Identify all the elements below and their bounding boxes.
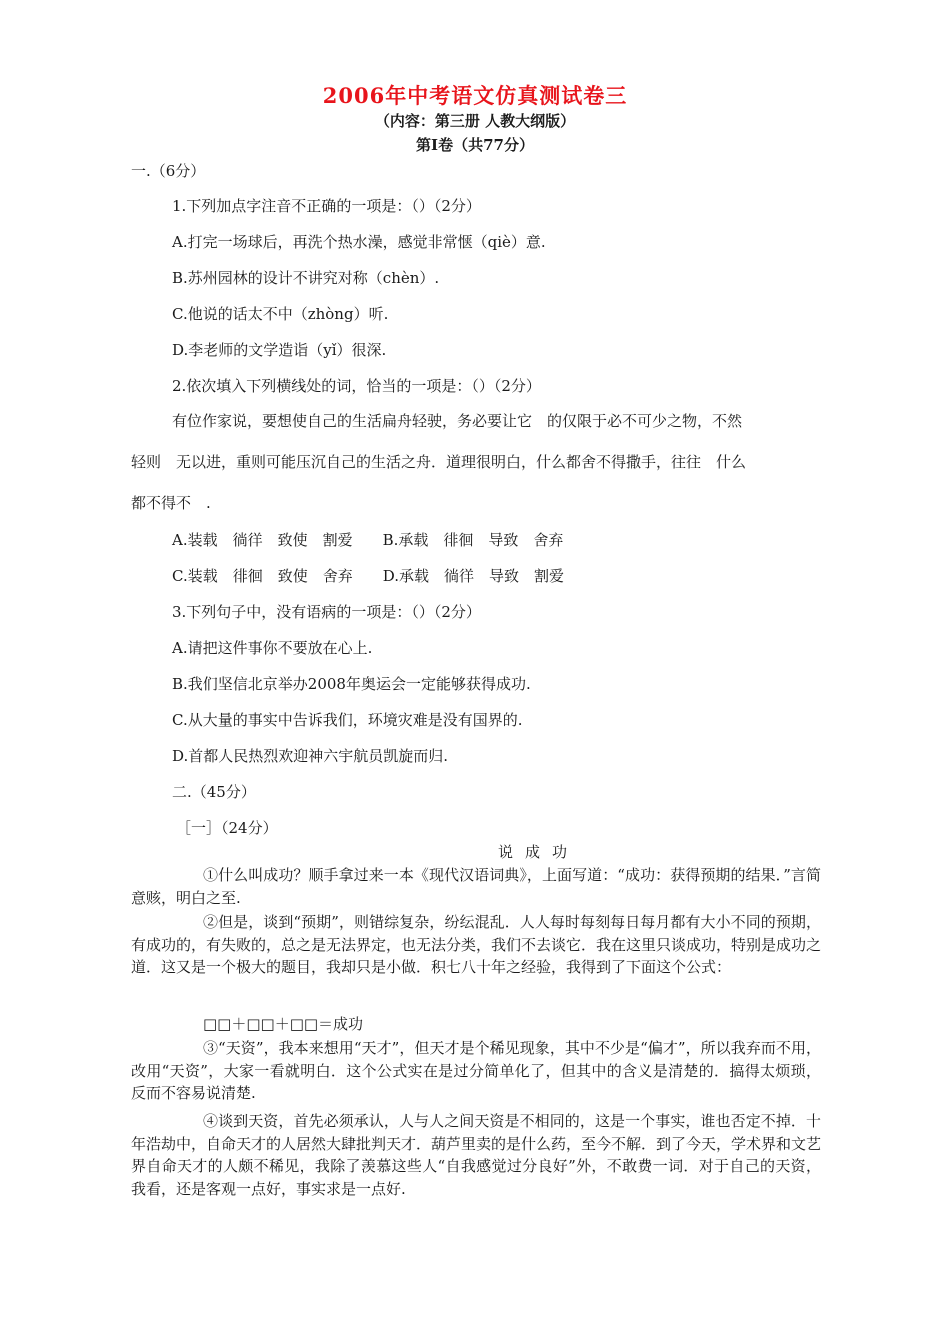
page-subtitle: （内容：第三册 人教大纲版） xyxy=(374,112,576,130)
question-1-option-d: D.李老师的文学造诣（yǐ）很深. xyxy=(172,341,387,359)
question-3-option-d: D.首都人民热烈欢迎神六宇航员凯旋而归. xyxy=(172,747,449,765)
question-2-stem: 2.依次填入下列横线处的词，恰当的一项是：（）（2分） xyxy=(172,377,541,395)
article-title: 说成功 xyxy=(498,843,580,861)
question-2-options-row-2: C.装载 徘徊 致使 舍弃 D.承载 徜徉 导致 割爱 xyxy=(172,567,564,585)
question-3-option-b: B.我们坚信北京举办2008年奥运会一定能够获得成功. xyxy=(172,675,531,693)
volume-heading: 第Ⅰ卷（共77分） xyxy=(416,136,534,154)
question-2-passage-line-1: 有位作家说，要想使自己的生活扁舟轻驶，务必要让它 的仅限于必不可少之物，不然 xyxy=(172,412,743,430)
question-1-option-c: C.他说的话太不中（zhòng）听. xyxy=(172,305,389,323)
question-1-option-b: B.苏州园林的设计不讲究对称（chèn）. xyxy=(172,269,440,287)
question-2-passage-line-2: 轻则 无以进，重则可能压沉自己的生活之舟．道理很明白，什么都舍不得撒手，往往 什么 xyxy=(131,453,747,471)
question-3-stem: 3.下列句子中，没有语病的一项是：（）（2分） xyxy=(172,603,481,621)
section-two-heading: 二.（45分） xyxy=(172,783,256,801)
question-2-passage-line-3: 都不得不 . xyxy=(131,494,211,512)
success-formula: □□＋□□＋□□＝成功 xyxy=(203,1015,364,1033)
article-paragraph-4: ④谈到天资，首先必须承认，人与人之间天资是不相同的，这是一个事实，谁也否定不掉．十年浩劫中，自命天才的人居然大肆批判天才．葫芦里卖的是什么药，至今不解．到了今天，学术界和文艺界自命天才的人颇不稀见，我除了羡慕这些人“自我感觉过分良好”外，不敢费一词．对于自己的天资，我看，还是客观一点好，事实求是一点好. xyxy=(131,1112,822,1198)
article-paragraph-2: ②但是，谈到“预期”，则错综复杂，纷纭混乱．人人每时每刻每日每月都有大小不同的预期，有成功的，有失败的，总之是无法界定，也无法分类，我们不去谈它．我在这里只谈成功，特别是成功之道．这又是一个极大的题目，我却只是小做．积七八十年之经验，我得到了下面这个公式： xyxy=(131,913,822,976)
question-3-option-c: C.从大量的事实中告诉我们，环境灾难是没有国界的. xyxy=(172,711,523,729)
page-title: 2006年中考语文仿真测试卷三 xyxy=(322,83,628,108)
question-1-option-a: A.打完一场球后，再洗个热水澡，感觉非常惬（qiè）意. xyxy=(172,233,546,251)
article-paragraph-3: ③“天资”，我本来想用“天才”，但天才是个稀见现象，其中不少是“偏才”，所以我弃而不用，改用“天资”，大家一看就明白．这个公式实在是过分简单化了，但其中的含义是清楚的．搞得太烦琐，反而不容易说清楚. xyxy=(131,1039,821,1102)
section-one-heading: 一.（6分） xyxy=(131,162,206,180)
article-paragraph-1: ①什么叫成功？顺手拿过来一本《现代汉语词典》，上面写道：“成功：获得预期的结果．”言简意赅，明白之至. xyxy=(131,866,821,907)
question-3-option-a: A.请把这件事你不要放在心上. xyxy=(172,639,373,657)
question-1-stem: 1.下列加点字注音不正确的一项是：（）（2分） xyxy=(172,197,481,215)
question-2-options-row-1: A.装载 徜徉 致使 割爱 B.承载 徘徊 导致 舍弃 xyxy=(172,531,564,549)
subsection-heading: ［一］（24分） xyxy=(176,819,278,837)
